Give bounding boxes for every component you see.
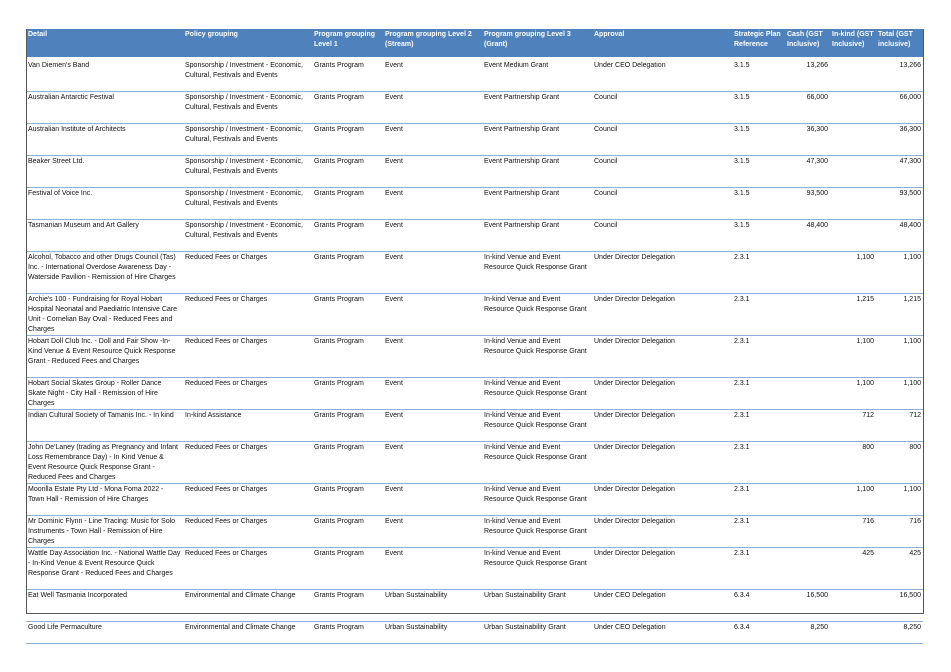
cell-program-level-1: Grants Program: [312, 92, 383, 124]
table-row: [26, 336, 923, 378]
cell-program-level-3: Event Partnership Grant: [482, 92, 592, 124]
cell-strategic-plan: 2.3.1: [732, 516, 785, 548]
table-row: [26, 220, 923, 252]
table-row: [26, 442, 923, 484]
cell-total: 66,000: [876, 92, 923, 124]
cell-in-kind: 1,215: [830, 294, 876, 336]
cell-detail: Archie's 100 - Fundraising for Royal Hobart Hospital Neonatal and Paediatric Intensive Care Unit - Cornelian Bay Oval - Reduced Fees and Charges: [26, 294, 183, 336]
cell-program-level-1: Grants Program: [312, 442, 383, 484]
cell-program-level-3: Urban Sustainability Grant: [482, 590, 592, 622]
cell-policy-grouping: Reduced Fees or Charges: [183, 252, 312, 294]
cell-program-level-1: Grants Program: [312, 124, 383, 156]
table-row: [26, 516, 923, 548]
cell-policy-grouping: Reduced Fees or Charges: [183, 442, 312, 484]
cell-program-level-2: Event: [383, 410, 482, 442]
cell-program-level-2: Event: [383, 336, 482, 378]
grants-table-sheet: [26, 29, 923, 644]
table-row: [26, 294, 923, 336]
cell-total: 16,500: [876, 590, 923, 622]
cell-detail: Wattle Day Association Inc. - National Wattle Day - In-Kind Venue & Event Resource Quick Response Grant - Reduced Fees and Charges: [26, 548, 183, 590]
cell-program-level-3: In-kind Venue and Event Resource Quick Response Grant: [482, 252, 592, 294]
cell-detail: Moorilla Estate Pty Ltd - Mona Foma 2022 - Town Hall - Remission of Hire Charges: [26, 484, 183, 516]
cell-policy-grouping: Reduced Fees or Charges: [183, 294, 312, 336]
cell-detail: Beaker Street Ltd.: [26, 156, 183, 188]
cell-program-level-3: Event Partnership Grant: [482, 220, 592, 252]
cell-total: 93,500: [876, 188, 923, 220]
cell-program-level-3: Event Partnership Grant: [482, 156, 592, 188]
cell-program-level-1: Grants Program: [312, 188, 383, 220]
cell-policy-grouping: Sponsorship / Investment - Economic, Cultural, Festivals and Events: [183, 57, 312, 92]
cell-strategic-plan: 3.1.5: [732, 188, 785, 220]
cell-program-level-1: Grants Program: [312, 548, 383, 590]
table-header-row: [26, 29, 923, 57]
cell-total: 47,300: [876, 156, 923, 188]
cell-cash: 93,500: [785, 188, 830, 220]
cell-strategic-plan: 2.3.1: [732, 484, 785, 516]
cell-program-level-3: In-kind Venue and Event Resource Quick Response Grant: [482, 484, 592, 516]
cell-in-kind: [830, 92, 876, 124]
cell-cash: 13,266: [785, 57, 830, 92]
cell-detail: Hobart Doll Club Inc. - Doll and Fair Show -In-Kind Venue & Event Resource Quick Response Grant - Reduced Fees and Charges: [26, 336, 183, 378]
cell-program-level-3: In-kind Venue and Event Resource Quick Response Grant: [482, 516, 592, 548]
cell-program-level-3: Urban Sustainability Grant: [482, 622, 592, 644]
header-strategic-plan: Strategic Plan Reference: [732, 29, 785, 57]
header-program-level-1: Program grouping Level 1: [312, 29, 383, 57]
cell-strategic-plan: 2.3.1: [732, 548, 785, 590]
cell-total: 425: [876, 548, 923, 590]
cell-cash: 48,400: [785, 220, 830, 252]
cell-program-level-3: In-kind Venue and Event Resource Quick Response Grant: [482, 378, 592, 410]
cell-program-level-2: Event: [383, 57, 482, 92]
cell-approval: Council: [592, 220, 732, 252]
cell-total: 48,400: [876, 220, 923, 252]
cell-approval: Under Director Delegation: [592, 294, 732, 336]
cell-in-kind: [830, 622, 876, 644]
cell-cash: [785, 252, 830, 294]
cell-program-level-2: Event: [383, 252, 482, 294]
cell-approval: Under Director Delegation: [592, 252, 732, 294]
table-body: [26, 57, 923, 644]
cell-policy-grouping: Reduced Fees or Charges: [183, 516, 312, 548]
table-row: [26, 484, 923, 516]
cell-detail: Indian Cultural Society of Tamanis Inc. - In kind: [26, 410, 183, 442]
cell-detail: Alcohol, Tobacco and other Drugs Council (Tas) Inc. - International Overdose Awareness Day - Waterside Pavilion - Remission of Hire Charges: [26, 252, 183, 294]
cell-program-level-2: Event: [383, 124, 482, 156]
cell-in-kind: 1,100: [830, 484, 876, 516]
table-row: [26, 410, 923, 442]
cell-strategic-plan: 2.3.1: [732, 378, 785, 410]
cell-detail: Good Life Permaculture: [26, 622, 183, 644]
cell-policy-grouping: Reduced Fees or Charges: [183, 484, 312, 516]
cell-total: 1,100: [876, 378, 923, 410]
cell-policy-grouping: In-kind Assistance: [183, 410, 312, 442]
cell-program-level-3: In-kind Venue and Event Resource Quick Response Grant: [482, 410, 592, 442]
table-row: [26, 92, 923, 124]
cell-cash: 16,500: [785, 590, 830, 622]
cell-in-kind: 716: [830, 516, 876, 548]
cell-strategic-plan: 2.3.1: [732, 442, 785, 484]
cell-policy-grouping: Sponsorship / Investment - Economic, Cultural, Festivals and Events: [183, 220, 312, 252]
header-approval: Approval: [592, 29, 732, 57]
cell-program-level-1: Grants Program: [312, 516, 383, 548]
cell-detail: Australian Institute of Architects: [26, 124, 183, 156]
cell-approval: Under CEO Delegation: [592, 590, 732, 622]
header-policy-grouping: Policy grouping: [183, 29, 312, 57]
cell-total: 716: [876, 516, 923, 548]
cell-detail: John De'Laney (trading as Pregnancy and Infant Loss Remembrance Day) - In Kind Venue & Event Resource Quick Response Grant - Reduced Fees and Charges: [26, 442, 183, 484]
cell-in-kind: [830, 220, 876, 252]
cell-cash: [785, 516, 830, 548]
table-row: [26, 188, 923, 220]
cell-program-level-3: In-kind Venue and Event Resource Quick Response Grant: [482, 442, 592, 484]
cell-program-level-1: Grants Program: [312, 590, 383, 622]
cell-approval: Under Director Delegation: [592, 378, 732, 410]
cell-in-kind: 1,100: [830, 252, 876, 294]
header-program-level-3: Program grouping Level 3 (Grant): [482, 29, 592, 57]
cell-program-level-3: Event Partnership Grant: [482, 124, 592, 156]
cell-strategic-plan: 2.3.1: [732, 252, 785, 294]
cell-detail: Festival of Voice Inc.: [26, 188, 183, 220]
cell-program-level-3: Event Partnership Grant: [482, 188, 592, 220]
cell-cash: 66,000: [785, 92, 830, 124]
cell-policy-grouping: Sponsorship / Investment - Economic, Cultural, Festivals and Events: [183, 188, 312, 220]
cell-approval: Under Director Delegation: [592, 516, 732, 548]
cell-program-level-2: Event: [383, 484, 482, 516]
cell-approval: Under Director Delegation: [592, 442, 732, 484]
cell-program-level-1: Grants Program: [312, 622, 383, 644]
cell-program-level-3: In-kind Venue and Event Resource Quick Response Grant: [482, 336, 592, 378]
cell-total: 13,266: [876, 57, 923, 92]
cell-detail: Tasmanian Museum and Art Gallery: [26, 220, 183, 252]
cell-detail: Van Diemen's Band: [26, 57, 183, 92]
cell-program-level-2: Event: [383, 188, 482, 220]
cell-strategic-plan: 3.1.5: [732, 156, 785, 188]
header-cash: Cash (GST Inclusive): [785, 29, 830, 57]
cell-total: 800: [876, 442, 923, 484]
header-program-level-2: Program grouping Level 2 (Stream): [383, 29, 482, 57]
cell-cash: [785, 442, 830, 484]
cell-policy-grouping: Sponsorship / Investment - Economic, Cultural, Festivals and Events: [183, 92, 312, 124]
table-row: [26, 548, 923, 590]
cell-cash: 8,250: [785, 622, 830, 644]
cell-cash: 36,300: [785, 124, 830, 156]
cell-program-level-2: Event: [383, 220, 482, 252]
cell-approval: Under Director Delegation: [592, 336, 732, 378]
table-row: [26, 622, 923, 644]
cell-total: 8,250: [876, 622, 923, 644]
cell-total: 1,100: [876, 336, 923, 378]
cell-in-kind: 800: [830, 442, 876, 484]
cell-program-level-1: Grants Program: [312, 484, 383, 516]
cell-approval: Under Director Delegation: [592, 548, 732, 590]
cell-program-level-2: Event: [383, 442, 482, 484]
cell-cash: [785, 294, 830, 336]
cell-strategic-plan: 3.1.5: [732, 124, 785, 156]
table-row: [26, 124, 923, 156]
cell-policy-grouping: Environmental and Climate Change: [183, 590, 312, 622]
cell-approval: Under CEO Delegation: [592, 57, 732, 92]
cell-detail: Australian Antarctic Festival: [26, 92, 183, 124]
cell-in-kind: [830, 590, 876, 622]
cell-policy-grouping: Sponsorship / Investment - Economic, Cultural, Festivals and Events: [183, 124, 312, 156]
cell-total: 1,100: [876, 252, 923, 294]
cell-cash: [785, 484, 830, 516]
cell-cash: 47,300: [785, 156, 830, 188]
cell-in-kind: [830, 188, 876, 220]
cell-strategic-plan: 6.3.4: [732, 622, 785, 644]
cell-total: 1,100: [876, 484, 923, 516]
cell-program-level-1: Grants Program: [312, 252, 383, 294]
cell-strategic-plan: 3.1.5: [732, 92, 785, 124]
cell-program-level-3: Event Medium Grant: [482, 57, 592, 92]
cell-program-level-3: In-kind Venue and Event Resource Quick Response Grant: [482, 548, 592, 590]
cell-strategic-plan: 2.3.1: [732, 294, 785, 336]
cell-program-level-2: Event: [383, 294, 482, 336]
table-row: [26, 156, 923, 188]
cell-in-kind: 1,100: [830, 378, 876, 410]
cell-strategic-plan: 2.3.1: [732, 336, 785, 378]
cell-strategic-plan: 6.3.4: [732, 590, 785, 622]
cell-policy-grouping: Reduced Fees or Charges: [183, 378, 312, 410]
header-total: Total (GST inclusive): [876, 29, 923, 57]
cell-program-level-1: Grants Program: [312, 378, 383, 410]
cell-strategic-plan: 3.1.5: [732, 220, 785, 252]
cell-total: 1,215: [876, 294, 923, 336]
cell-detail: Eat Well Tasmania Incorporated: [26, 590, 183, 622]
cell-cash: [785, 548, 830, 590]
cell-program-level-1: Grants Program: [312, 220, 383, 252]
cell-approval: Under CEO Delegation: [592, 622, 732, 644]
cell-program-level-2: Urban Sustainability: [383, 622, 482, 644]
cell-program-level-1: Grants Program: [312, 336, 383, 378]
cell-total: 712: [876, 410, 923, 442]
cell-approval: Council: [592, 92, 732, 124]
cell-program-level-2: Event: [383, 156, 482, 188]
cell-program-level-3: In-kind Venue and Event Resource Quick Response Grant: [482, 294, 592, 336]
cell-policy-grouping: Reduced Fees or Charges: [183, 548, 312, 590]
cell-program-level-2: Event: [383, 516, 482, 548]
table-row: [26, 57, 923, 92]
cell-in-kind: 425: [830, 548, 876, 590]
cell-cash: [785, 410, 830, 442]
cell-cash: [785, 378, 830, 410]
cell-approval: Council: [592, 188, 732, 220]
cell-policy-grouping: Reduced Fees or Charges: [183, 336, 312, 378]
cell-cash: [785, 336, 830, 378]
cell-detail: Hobart Social Skates Group - Roller Dance Skate Night - City Hall - Remission of Hire Charges: [26, 378, 183, 410]
cell-program-level-1: Grants Program: [312, 410, 383, 442]
cell-program-level-2: Event: [383, 378, 482, 410]
cell-detail: Mr Dominic Flynn - Line Tracing: Music for Solo Instruments - Town Hall - Remission of Hire Charges: [26, 516, 183, 548]
cell-in-kind: [830, 57, 876, 92]
cell-policy-grouping: Sponsorship / Investment - Economic, Cultural, Festivals and Events: [183, 156, 312, 188]
cell-in-kind: 712: [830, 410, 876, 442]
cell-in-kind: [830, 124, 876, 156]
cell-approval: Under Director Delegation: [592, 484, 732, 516]
table-row: [26, 252, 923, 294]
cell-strategic-plan: 3.1.5: [732, 57, 785, 92]
cell-total: 36,300: [876, 124, 923, 156]
cell-in-kind: 1,100: [830, 336, 876, 378]
cell-program-level-2: Event: [383, 548, 482, 590]
header-in-kind: In-kind (GST Inclusive): [830, 29, 876, 57]
cell-program-level-1: Grants Program: [312, 156, 383, 188]
cell-approval: Council: [592, 124, 732, 156]
cell-program-level-2: Event: [383, 92, 482, 124]
table-row: [26, 378, 923, 410]
grants-table: [26, 29, 923, 644]
cell-strategic-plan: 2.3.1: [732, 410, 785, 442]
cell-in-kind: [830, 156, 876, 188]
cell-program-level-1: Grants Program: [312, 294, 383, 336]
cell-program-level-1: Grants Program: [312, 57, 383, 92]
table-row: [26, 590, 923, 622]
cell-approval: Council: [592, 156, 732, 188]
header-detail: Detail: [26, 29, 183, 57]
cell-approval: Under Director Delegation: [592, 410, 732, 442]
cell-policy-grouping: Environmental and Climate Change: [183, 622, 312, 644]
cell-program-level-2: Urban Sustainability: [383, 590, 482, 622]
